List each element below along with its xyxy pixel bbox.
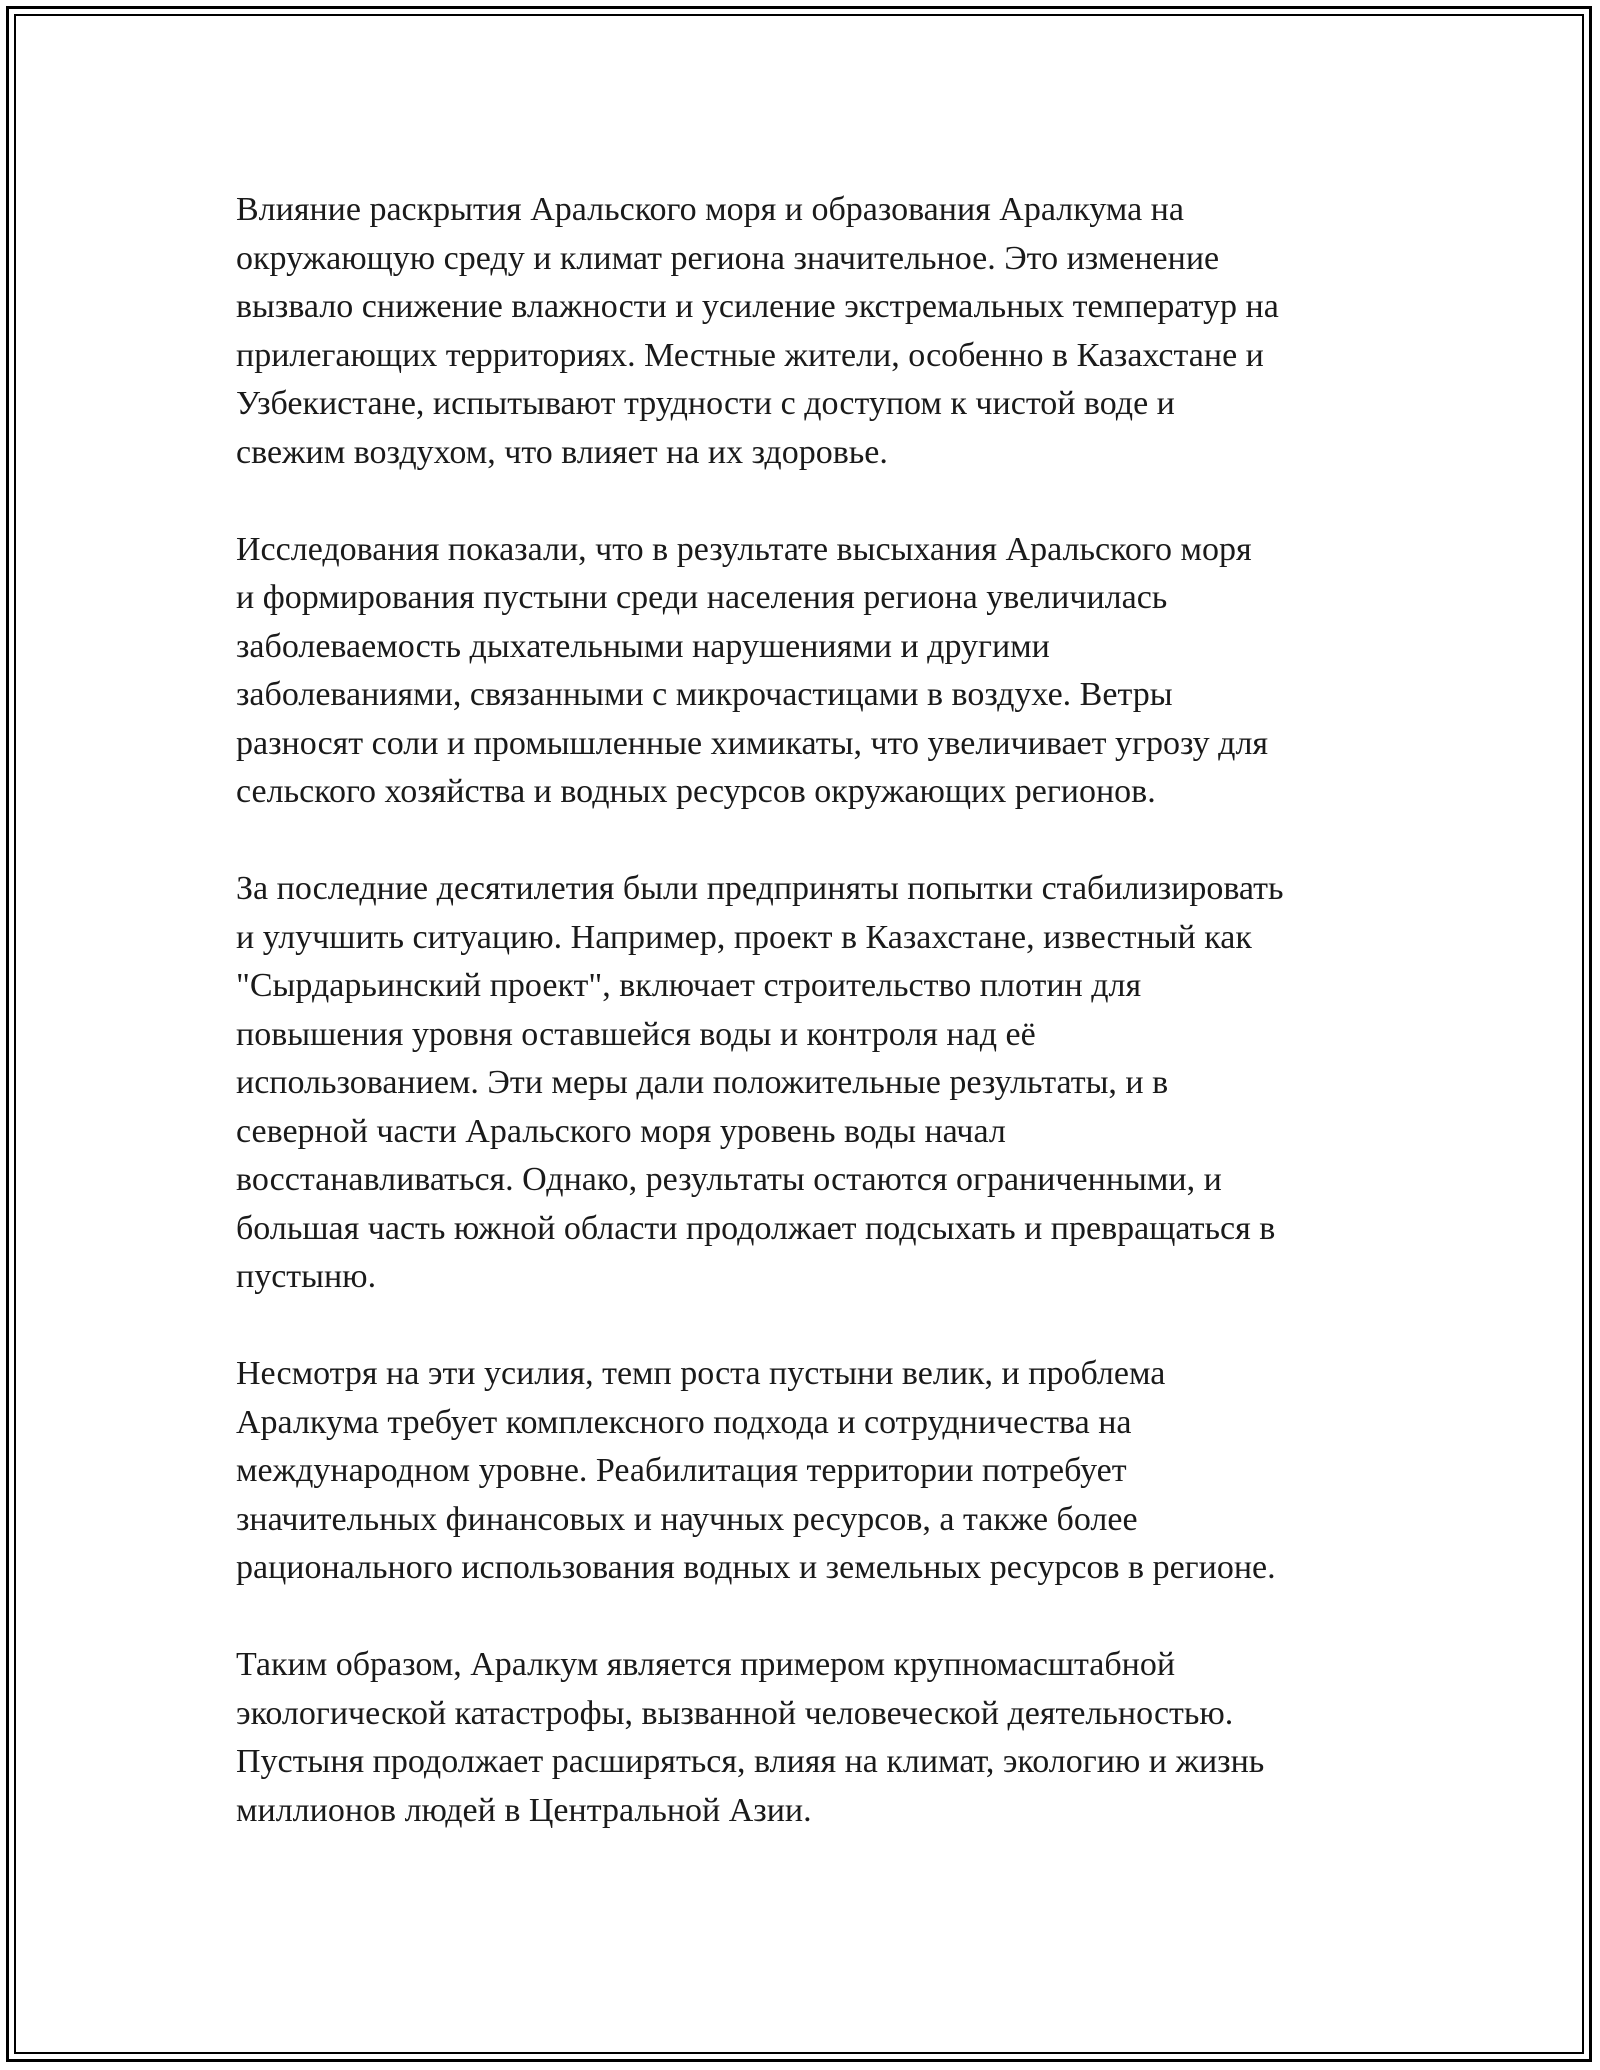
text-line: "Сырдарьинский проект", включает строительство плотин для [236,967,1142,1004]
text-line: и формирования пустыни среди населения региона увеличилась [236,579,1168,616]
text-line: Таким образом, Аралкум является примером крупномасштабной [236,1646,1176,1683]
text-line: Несмотря на эти усилия, темп роста пустыни велик, и проблема [236,1355,1166,1392]
text-line: окружающую среду и климат региона значительное. Это изменение [236,239,1220,277]
text-line: экологической катастрофы, вызванной человеческой деятельностью. [236,1694,1234,1732]
text-line: восстанавливаться. Однако, результаты остаются ограниченными, и [236,1161,1222,1198]
text-line: вызвало снижение влажности и усиление экстремальных температур на [236,288,1279,325]
text-line: Узбекистане, испытывают трудности с доступом к чистой воде и [236,385,1175,422]
text-line: Исследования показали, что в результате высыхания Аральского моря [236,530,1252,568]
text-line: использованием. Эти меры дали положительные результаты, и в [236,1064,1169,1101]
text-line: сельского хозяйства и водных ресурсов окружающих регионов. [236,773,1156,810]
text-line: большая часть южной области продолжает подсыхать и превращаться в [236,1209,1276,1247]
text-line: международном уровне. Реабилитация территории потребует [236,1452,1127,1489]
text-line: разносят соли и промышленные химикаты, что увеличивает угрозу для [236,724,1269,762]
text-line: Влияние раскрытия Аральского моря и образования Аралкума на [236,191,1184,228]
text-line: За последние десятилетия были предприняты попытки стабилизировать [236,870,1284,907]
document-body [236,186,1386,1884]
text-line: заболеваниями, связанными с микрочастицами в воздухе. Ветры [236,676,1173,713]
text-line: миллионов людей в Центральной Азии. [236,1791,812,1829]
text-line: Пустыня продолжает расширяться, влияя на климат, экологию и жизнь [236,1743,1265,1780]
paragraph-4 [236,1350,1386,1593]
text-line: свежим воздухом, что влияет на их здоровье. [236,433,888,471]
text-line: северной части Аральского моря уровень воды начал [236,1112,1006,1150]
text-line: заболеваемость дыхательными нарушениями и другими [236,627,1050,665]
text-line: пустыню. [236,1258,377,1295]
text-line: значительных финансовых и научных ресурсов, а также более [236,1500,1138,1538]
paragraph-3 [236,865,1386,1302]
text-line: повышения уровня оставшейся воды и контроля над её [236,1015,1036,1053]
text-line: прилегающих территориях. Местные жители, особенно в Казахстане и [236,336,1264,374]
paragraph-5 [236,1641,1386,1835]
paragraph-2 [236,526,1386,817]
text-line: и улучшить ситуацию. Например, проект в Казахстане, известный как [236,918,1252,956]
text-line: рационального использования водных и земельных ресурсов в регионе. [236,1549,1276,1586]
text-line: Аралкума требует комплексного подхода и сотрудничества на [236,1403,1132,1441]
paragraph-1 [236,186,1386,477]
